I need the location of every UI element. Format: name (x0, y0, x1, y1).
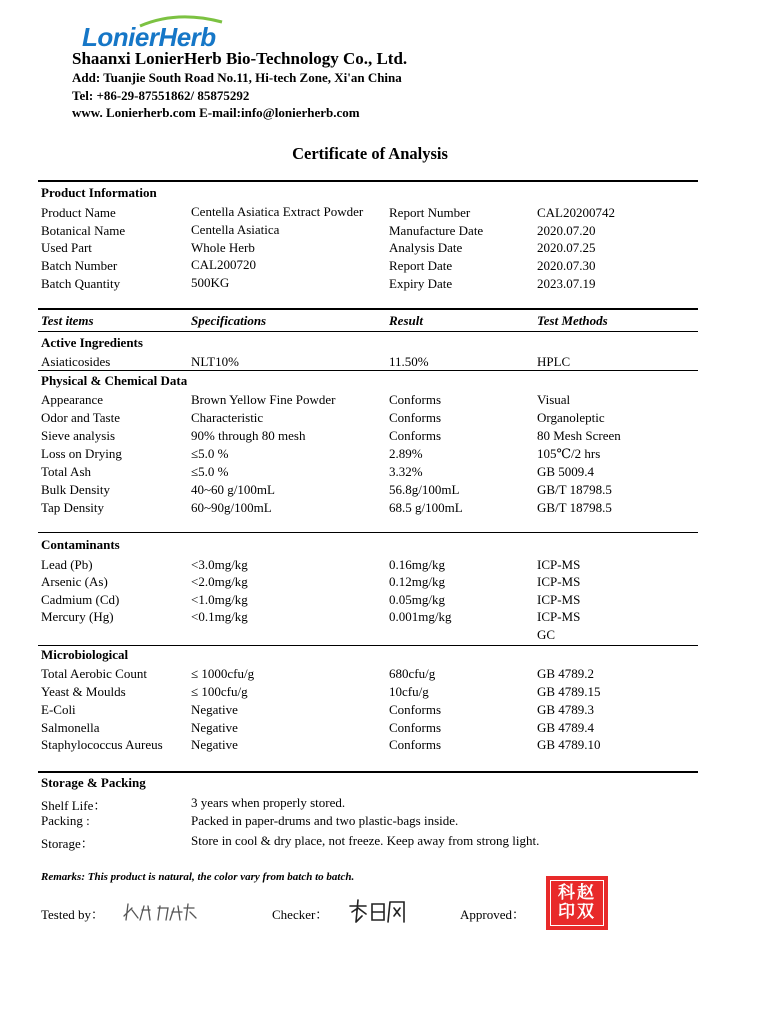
specification: <2.0mg/kg (191, 574, 248, 589)
company-address: Add: Tuanjie South Road No.11, Hi-tech Zone, Xi'an China (72, 70, 402, 85)
test-item: Lead (Pb) (41, 557, 93, 572)
tested-by-label: Tested by： (41, 907, 104, 922)
test-method: GB 4789.4 (537, 720, 595, 735)
column-header-test-items: Test items (41, 313, 94, 328)
test-item: Salmonella (41, 720, 100, 735)
info-value: 2023.07.19 (537, 276, 596, 291)
test-method: GB 4789.10 (537, 737, 601, 752)
result: 680cfu/g (389, 666, 436, 681)
test-method: ICP-MS (537, 609, 581, 624)
info-key: Product Name (41, 205, 116, 220)
result: 0.12mg/kg (389, 574, 445, 589)
test-method: ICP-MS (537, 592, 581, 607)
specification: Brown Yellow Fine Powder (191, 392, 336, 407)
specification: <0.1mg/kg (191, 609, 248, 624)
column-header-specifications: Specifications (191, 313, 267, 328)
approval-stamp (546, 876, 608, 930)
storage-value: 3 years when properly stored. (191, 795, 346, 810)
result: Conforms (389, 410, 441, 425)
company-name: Shaanxi LonierHerb Bio-Technology Co., Ltd. (72, 49, 408, 68)
info-value: Centella Asiatica Extract Powder (191, 204, 364, 219)
result: 11.50% (389, 354, 429, 369)
logo-text: LonierHerb (82, 22, 216, 52)
company-tel: Tel: +86-29-87551862/ 85875292 (72, 88, 250, 103)
divider (38, 180, 698, 182)
section-heading-product-info: Product Information (41, 185, 157, 200)
stamp-frame (550, 880, 604, 926)
info-key: Manufacture Date (389, 223, 484, 238)
test-item: Total Aerobic Count (41, 666, 147, 681)
test-item: Arsenic (As) (41, 574, 108, 589)
specification: ≤5.0 % (191, 464, 229, 479)
test-item: Loss on Drying (41, 446, 122, 461)
divider (38, 645, 698, 646)
specification: <3.0mg/kg (191, 557, 248, 572)
storage-value: Store in cool & dry place, not freeze. Keep away from strong light. (191, 833, 540, 848)
divider (38, 331, 698, 332)
checker-signature (346, 896, 416, 926)
storage-key: Shelf Life： (41, 798, 107, 813)
test-item: Appearance (41, 392, 104, 407)
specification: 60~90g/100mL (191, 500, 272, 515)
result: 56.8g/100mL (389, 482, 460, 497)
test-method: 105℃/2 hrs (537, 446, 601, 461)
section-heading-contaminants: Contaminants (41, 537, 120, 552)
info-value: CAL20200742 (537, 205, 615, 220)
test-method: GB/T 18798.5 (537, 482, 612, 497)
info-value: Whole Herb (191, 240, 255, 255)
test-method: ICP-MS (537, 557, 581, 572)
result: 0.001mg/kg (389, 609, 452, 624)
test-item: Odor and Taste (41, 410, 120, 425)
test-method: GB 5009.4 (537, 464, 595, 479)
test-item: Total Ash (41, 464, 92, 479)
storage-key: Storage： (41, 836, 94, 851)
divider (38, 370, 698, 371)
result: Conforms (389, 737, 441, 752)
column-header-test-methods: Test Methods (537, 313, 608, 328)
storage-key: Packing : (41, 813, 90, 828)
specification: ≤5.0 % (191, 446, 229, 461)
test-item: Asiaticosides (41, 354, 111, 369)
specification: Negative (191, 702, 238, 717)
test-method: ICP-MS (537, 574, 581, 589)
company-logo (82, 14, 232, 52)
result: Conforms (389, 392, 441, 407)
specification: ≤ 100cfu/g (191, 684, 248, 699)
test-item: Yeast & Moulds (41, 684, 126, 699)
result: Conforms (389, 702, 441, 717)
section-heading-physical-chemical: Physical & Chemical Data (41, 373, 188, 388)
specification: NLT10% (191, 354, 239, 369)
info-value: 2020.07.30 (537, 258, 596, 273)
specification: 90% through 80 mesh (191, 428, 306, 443)
test-method: GB 4789.15 (537, 684, 601, 699)
test-method: Visual (537, 392, 571, 407)
result: 10cfu/g (389, 684, 429, 699)
tested-by-signature (118, 898, 208, 924)
test-item: E-Coli (41, 702, 76, 717)
info-key: Expiry Date (389, 276, 453, 291)
result: 68.5 g/100mL (389, 500, 463, 515)
company-web-email: www. Lonierherb.com E-mail:info@lonierherb.com (72, 105, 360, 120)
approved-label: Approved： (460, 907, 525, 922)
info-value: CAL200720 (191, 257, 256, 272)
stamp-text: 科赵印双 (558, 883, 596, 922)
document-title: Certificate of Analysis (292, 144, 448, 163)
info-value: 500KG (191, 275, 230, 290)
specification: 40~60 g/100mL (191, 482, 275, 497)
divider (38, 771, 698, 773)
section-heading-microbiological: Microbiological (41, 647, 129, 662)
section-heading-active-ingredients: Active Ingredients (41, 335, 143, 350)
info-key: Analysis Date (389, 240, 463, 255)
result: 3.32% (389, 464, 423, 479)
result: 2.89% (389, 446, 423, 461)
specification: <1.0mg/kg (191, 592, 248, 607)
test-method: 80 Mesh Screen (537, 428, 621, 443)
result: Conforms (389, 720, 441, 735)
result: 0.16mg/kg (389, 557, 445, 572)
test-item: Bulk Density (41, 482, 110, 497)
storage-value: Packed in paper-drums and two plastic-bags inside. (191, 813, 459, 828)
test-item: Cadmium (Cd) (41, 592, 120, 607)
info-value: 2020.07.20 (537, 223, 596, 238)
info-key: Batch Quantity (41, 276, 121, 291)
result: Conforms (389, 428, 441, 443)
info-key: Botanical Name (41, 223, 126, 238)
specification: Negative (191, 737, 238, 752)
divider (38, 308, 698, 310)
test-item: Sieve analysis (41, 428, 116, 443)
test-method: GC (537, 627, 556, 642)
divider (38, 532, 698, 533)
info-value: Centella Asiatica (191, 222, 280, 237)
column-header-result: Result (389, 313, 423, 328)
specification: Negative (191, 720, 238, 735)
test-item: Tap Density (41, 500, 104, 515)
checker-label: Checker： (272, 907, 329, 922)
test-method: GB/T 18798.5 (537, 500, 612, 515)
info-key: Used Part (41, 240, 92, 255)
specification: ≤ 1000cfu/g (191, 666, 255, 681)
test-item: Mercury (Hg) (41, 609, 114, 624)
test-method: HPLC (537, 354, 571, 369)
info-key: Report Number (389, 205, 471, 220)
result: 0.05mg/kg (389, 592, 445, 607)
remarks-note: Remarks: This product is natural, the color vary from batch to batch. (41, 871, 355, 883)
specification: Characteristic (191, 410, 264, 425)
info-key: Batch Number (41, 258, 118, 273)
test-method: GB 4789.2 (537, 666, 595, 681)
info-value: 2020.07.25 (537, 240, 596, 255)
test-method: Organoleptic (537, 410, 605, 425)
info-key: Report Date (389, 258, 453, 273)
test-method: GB 4789.3 (537, 702, 595, 717)
section-heading-storage-packing: Storage & Packing (41, 775, 146, 790)
test-item: Staphylococcus Aureus (41, 737, 163, 752)
